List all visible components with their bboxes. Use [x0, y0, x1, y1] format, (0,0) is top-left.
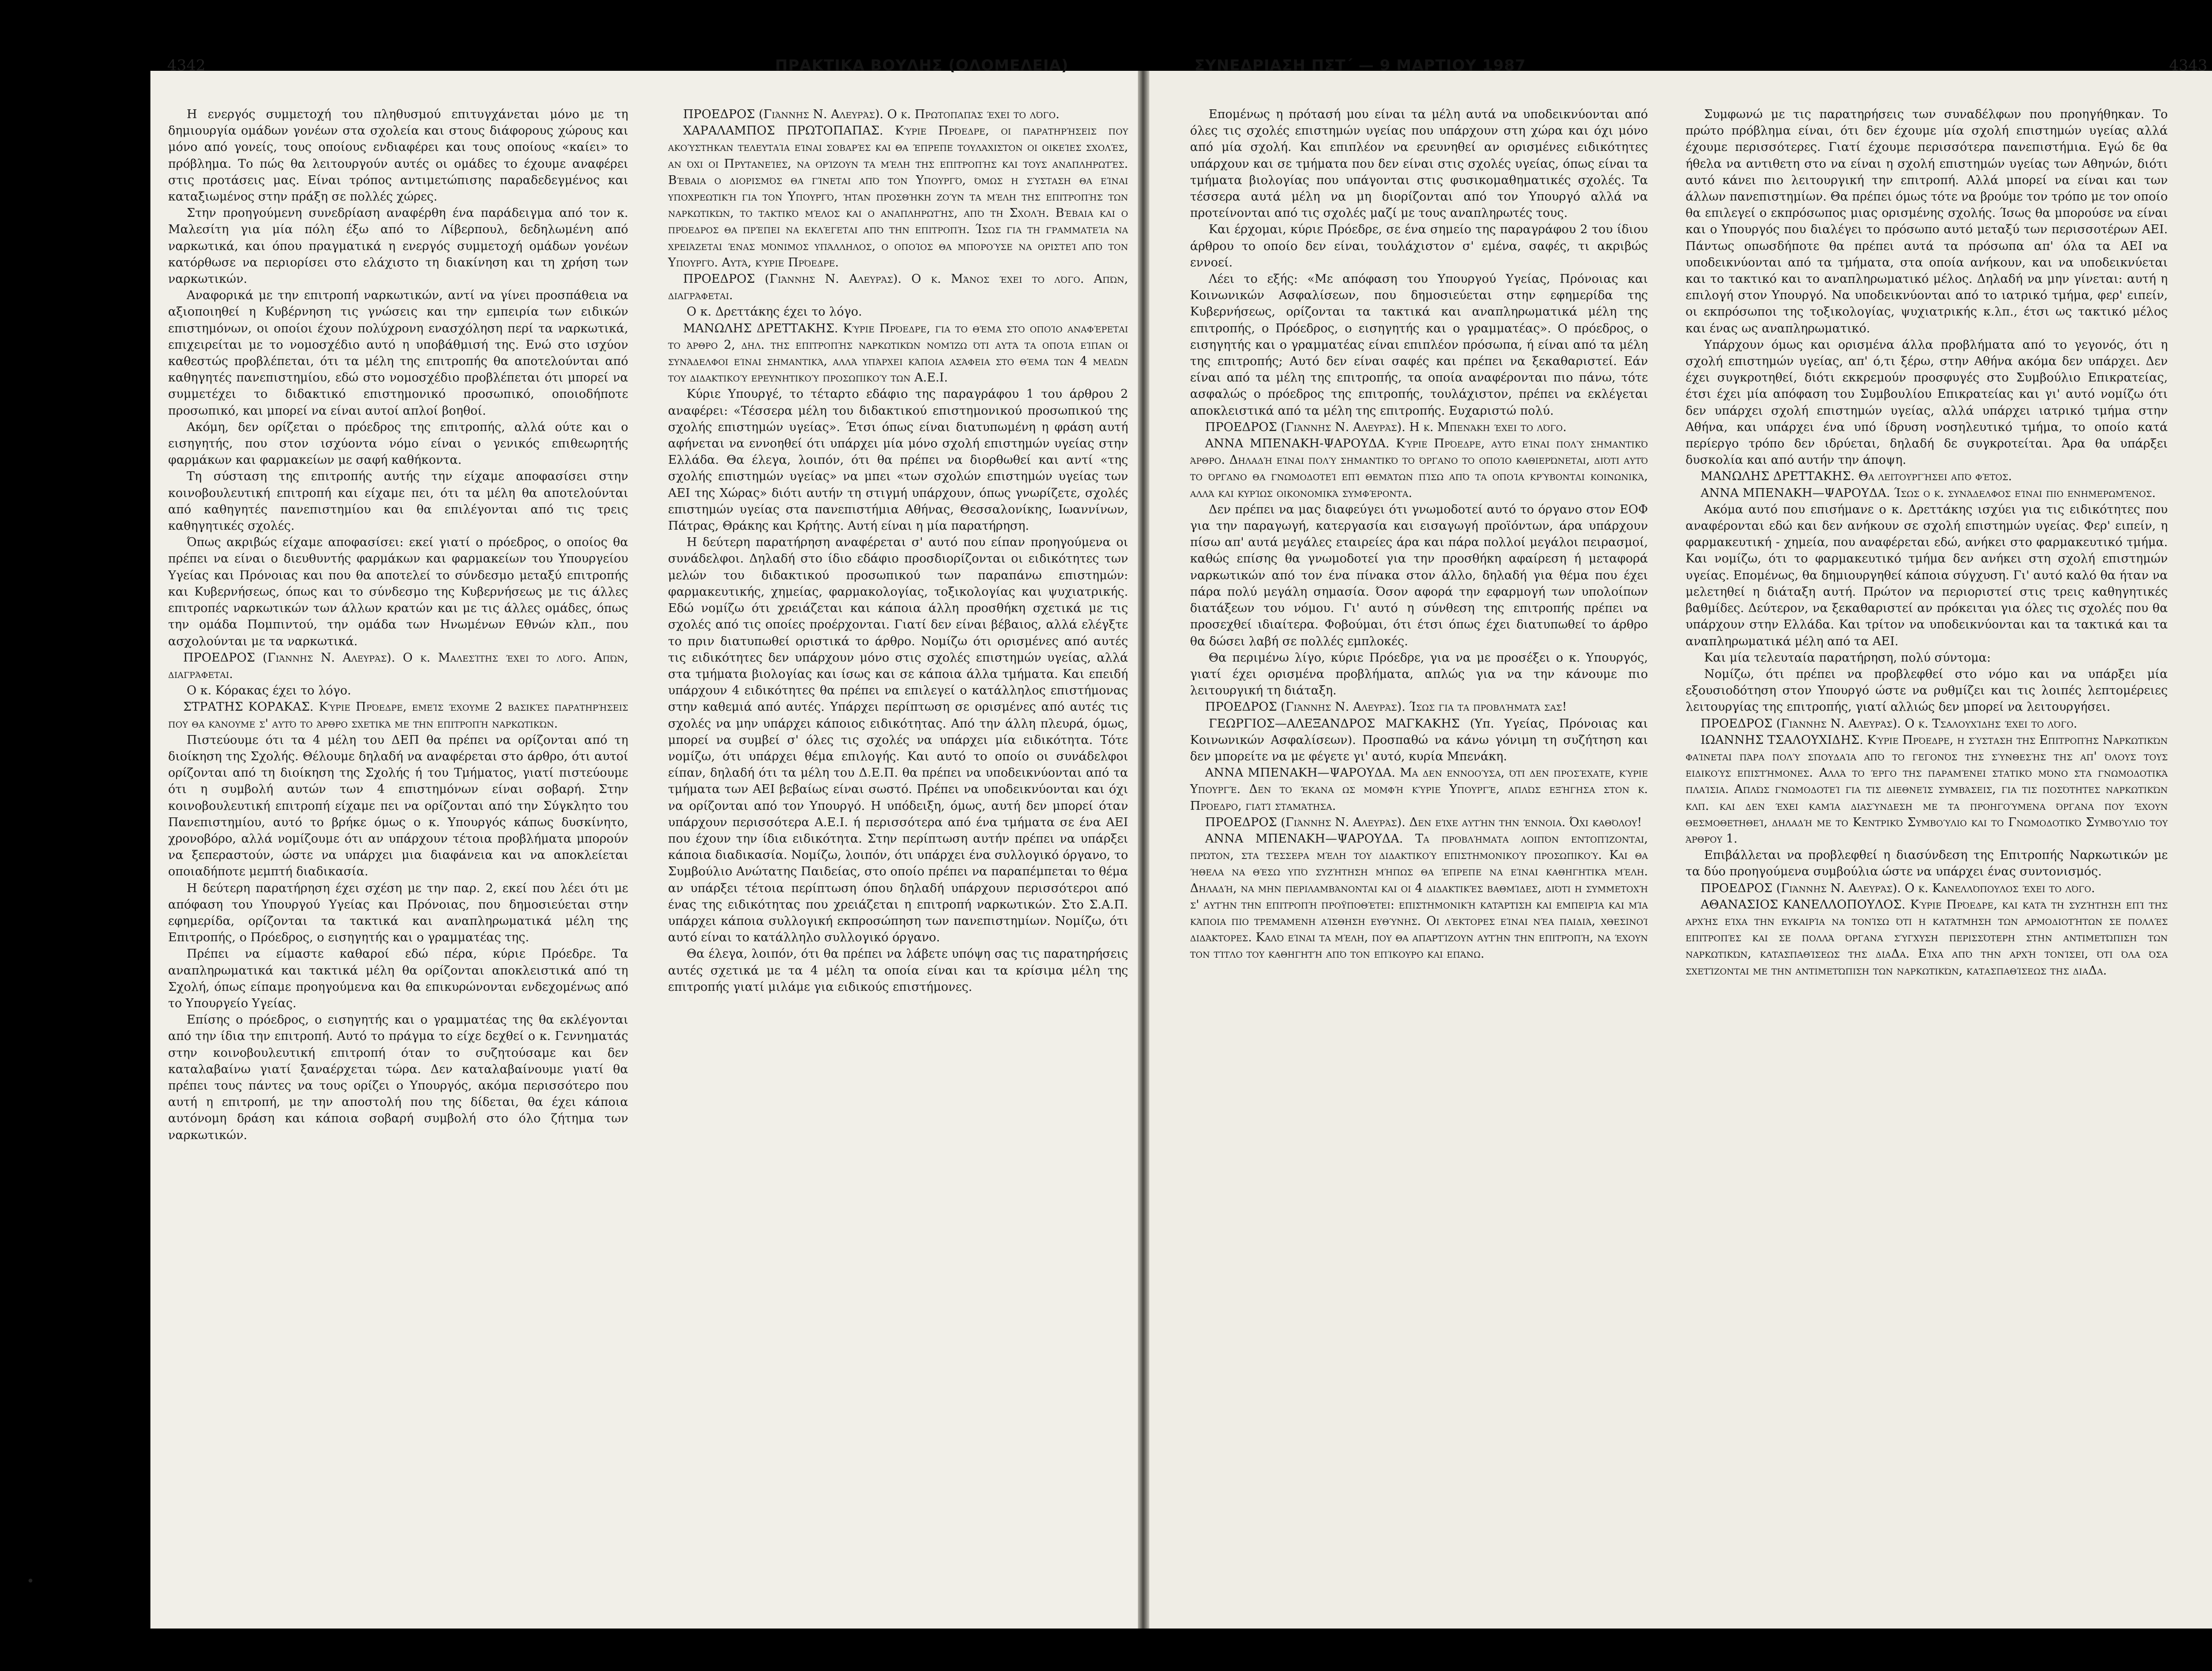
paragraph: ΜΑΝΩΛΗΣ ΔΡΕΤΤΑΚΗΣ. Κύριε Πρόεδρε, για το θέμα στο οποίο αναφέρεται το άρθρο 2, δηλ. της επιτροπής ναρκωτικών νομίζω ότι αυτά τα οποία είπαν οι συνάδελφοι είναι σημαντικά, αλλά υπάρχει κάποια ασάφεια στο θέμα των 4 μελών του διδακτικού ερευνητικού προσωπικού των Α.Ε.Ι. [668, 321, 1128, 385]
paragraph: ΠΡΟΕΔΡΟΣ (Γιάννης Ν. Αλευράς). Ο κ. Μαλεσίτης έχει το λόγο. Απών, διαγράφεται. [168, 651, 628, 681]
paragraph: ΑΝΝΑ ΜΠΕΝΑΚΗ—ΨΑΡΟΥΔΑ. Μα δεν εννοούσα, ότι δεν προσέχατε, κύριε Υπουργέ. Δεν το έκανα ως μομφή κύριε Υπουργέ, απλώς εξήγησα στον κ. Πρόεδρο, γιατί σταμάτησα. [1190, 766, 1648, 813]
paragraph: Ακόμη, δεν ορίζεται ο πρόεδρος της επιτροπής, αλλά ούτε και ο εισηγητής, που στον ισχύοντα νόμο είναι ο γενικός επιθεωρητής φαρμάκων και φαρμακείων με σαφή καθήκοντα. [168, 420, 628, 467]
paragraph: ΜΑΝΩΛΗΣ ΔΡΕΤΤΑΚΗΣ. Θα λειτουργήσει από φέτος. [1701, 470, 2012, 484]
paragraph: ΠΡΟΕΔΡΟΣ (Γιάννης Ν. Αλευράς). Ίσως για τα προβλήματά σας! [1205, 700, 1567, 714]
paragraph: ΠΡΟΕΔΡΟΣ (Γιάννης Ν. Αλευράς). Δεν είχε αυτήν την έννοια. Όχι καθόλου! [1205, 815, 1642, 829]
paragraph: ΑΘΑΝΑΣΙΟΣ ΚΑΝΕΛΛΟΠΟΥΛΟΣ. Κύριε Πρόεδρε, και κατά τη συζήτηση επί της αρχής είχα την ευκαιρία να τονίσω ότι η κατάτμηση των αρμοδιοτήτων σε πολλές επιτροπές και σε πολλά όργανα σύγχυση περισσότερη στην αντιμετώπιση των ναρκωτικών, κατασπαθίσεως της διαΔα. Είχα από την αρχή τονίσει, ότι όλα όσα σχετίζονται με την αντιμετώπιση των ναρκωτικών, κατασπαθίσεως της διαΔα. [1686, 897, 2168, 978]
left-running-header: ΠΡΑΚΤΙΚΑ ΒΟΥΛΗΣ (ΟΛΟΜΕΛΕΙΑ) [775, 57, 1069, 74]
paragraph: ΠΡΟΕΔΡΟΣ (Γιάννης Ν. Αλευράς). Ο κ. Κανελλόπουλος έχει το λόγο. [1701, 881, 2095, 895]
right-page-number: 4343 [2169, 57, 2208, 74]
paragraph: Και έρχομαι, κύριε Πρόεδρε, σε ένα σημείο της παραγράφου 2 του ίδιου άρθρου το οποίο δεν είναι, τουλάχιστον σ' εμένα, σαφές, τι ακριβώς εννοεί. [1190, 223, 1648, 270]
paragraph: Αναφορικά με την επιτροπή ναρκωτικών, αντί να γίνει προσπάθεια να αξιοποιηθεί η Κυβέρνηση τις γνώσεις και την εμπειρία των ειδικών επιστημόνων, οι οποίοι έχουν πολύχρονη ενασχόληση περί τα ναρκωτικά, επιχειρείται με το νομοσχέδιο αυτό η υποβάθμισή της. Ενώ στο ισχύον καθεστώς προβλέπεται, ότι τα μέλη της επιτροπής θα αποτελούνται από καθηγητές πανεπιστημίου, εδώ στο νομοσχέδιο προβλέπεται ότι μπορεί να συμμετέχει το διδακτικό επιστημονικό προσωπικό, οποιοδήποτε προσωπικό, και μπορεί να είναι αυτοί απλοί βοηθοί. [168, 289, 628, 418]
paragraph: Πιστεύουμε ότι τα 4 μέλη του ΔΕΠ θα πρέπει να ορίζονται από τη διοίκηση της Σχολής. Θέλουμε δηλαδή να αναφέρεται στο άρθρο, ότι αυτοί ορίζονται από τη διοίκηση της Σχολής ή του Τμήματος, γιατί πιστεύουμε ότι η συμβολή αυτών των 4 επιστημόνων είναι σοβαρή. Στην κοινοβουλευτική επιτροπή είχαμε πει να ορίζονται από την Σύγκλητο του Πανεπιστημίου, αυτό το βρήκε όμως ο κ. Υπουργός κάπως δυσκίνητο, χρονοβόρο, αλλά νομίζουμε ότι αν υπάρχουν τέτοια προβλήματα μπορούν να ξεπεραστούν, ώστε να υπάρχει μια διαφάνεια και να αποκλείεται οποιαδήποτε μεμπτή διαδικασία. [168, 733, 628, 879]
left-page-number: 4342 [167, 57, 206, 74]
paragraph: ΠΡΟΕΔΡΟΣ (Γιάννης Ν. Αλευράς). Ο κ. Πρωτοπαπάς έχει το λόγο. [683, 108, 1060, 121]
paragraph: Συμφωνώ με τις παρατηρήσεις των συναδέλφων που προηγήθηκαν. Το πρώτο πρόβλημα είναι, ότι δεν έχουμε μία σχολή επιστημών υγείας αλλά έχουμε περισσότερες. Γιατί έχουμε περισσότερα πανεπιστήμια. Εγώ δε θα ήθελα να αντιθετη στο να είναι η σχολή επιστημών υγείας των Αθηνών, διότι αυτό κάνει πιο λειτουργική την επιτροπή. Αλλά μπορεί να είναι και των άλλων πανεπιστημίων. Θα πρέπει όμως τότε να βρούμε τον τρόπο με τον οποίο θα επιλεγεί ο εκπρόσωπος μιας ορισμένης σχολής. Ίσως θα μπορούσε να είναι και ο Υπουργός που διαλέγει το πρόσωπο αυτό μεταξύ των περισσοτέρων ΑΕΙ. Πάντως οπωσδήποτε θα πρέπει αυτά τα πρόσωπα απ' όλα τα ΑΕΙ να υποδεικνύονται από τα τμήματα, στα οποία ανήκουν, και να υποδεικνύεται και το τακτικό και το αναπληρωματικό μέλος. Δηλαδή να μην γίνεται: αυτή η επιλογή στον Υπουργό. Να υποδεικνύονται από το ιατρικό τμήμα, φερ' ειπείν, οι εκπρόσωποι της τοξικολογίας, ψυχιατρικής κ.λπ., έτσι ως τακτικό μέλος και ένας ως αναπληρωματικό. [1686, 108, 2168, 335]
right-column-1 [1190, 106, 1648, 963]
left-column-2 [668, 106, 1128, 995]
paragraph: ΑΝΝΑ ΜΠΕΝΑΚΗ—ΨΑΡΟΥΔΑ. Τα προβλήματα λοιπόν εντοπίζονται, πρώτον, στα τέσσερα μέλη του διδακτικού επιστημονικού προσωπικού. Και θα ήθελα να θέσω υπό συζήτηση μήπως θα έπρεπε να είναι καθηγητικά μέλη. Δηλαδή, να μην περιλαμβάνονται και οι 4 διδακτικές βαθμίδες, διότι η συμμετοχή σ' αυτήν την επιτροπή προϋποθέτει: επιστημονική κατάρτιση και εμπειρία και μία κάποια πιο τρεμάμενη αίσθηση ευθύνης. Οι λέκτορες είναι νέα παιδιά, χθεσινοί διδάκτορες. Καλό είναι τα μέλη, που θα απαρτίζουν αυτήν την επιτροπή, να έχουν τον τίτλο του καθηγητή από τον επίκουρο και επάνω. [1190, 832, 1648, 961]
paragraph: Πρέπει να είμαστε καθαροί εδώ πέρα, κύριε Πρόεδρε. Τα αναπληρωματικά και τακτικά μέλη θα ορίζονται αποκλειστικά από τη Σχολή, όπως είπαμε προηγούμενα και θα επικυρώνονται ενδεχομένως από το Υπουργείο Υγείας. [168, 947, 628, 1010]
paragraph: Λέει το εξής: «Με απόφαση του Υπουργού Υγείας, Πρόνοιας και Κοινωνικών Ασφαλίσεων, που δημοσιεύεται στην εφημερίδα της Κυβερνήσεως, ορίζονται τα τακτικά και αναπληρωματικά μέλη της επιτροπής, ο Πρόεδρος, ο εισηγητής και ο γραμματέας». Ο πρόεδρος, ο εισηγητής και ο γραμματέας είναι επιπλέον πρόσωπα, ή είναι από τα μέλη της επιτροπής; Αυτό δεν είναι σαφές και πρέπει να ξεκαθαριστεί. Εάν είναι από τα μέλη της επιτροπής, τα οποία αναφέρονται πιο πάνω, τότε ασφαλώς ο πρόεδρος της επιτροπής, τουλάχιστον, πρέπει να εκλέγεται αποκλειστικά από τα μέλη της επιτροπής. Ευχαριστώ πολύ. [1190, 272, 1648, 418]
paragraph: Επιβάλλεται να προβλεφθεί η διασύνδεση της Επιτροπής Ναρκωτικών με τα δύο προηγούμενα συμβούλια ώστε να υπάρχει ένας συντονισμός. [1686, 848, 2168, 879]
margin-bullet: • [27, 1574, 35, 1589]
right-column-2 [1686, 106, 2168, 979]
paragraph: ΠΡΟΕΔΡΟΣ (Γιάννης Ν. Αλευράς). Ο κ. Τσαλουχίδης έχει το λόγο. [1701, 716, 2078, 731]
paragraph: Επίσης ο πρόεδρος, ο εισηγητής και ο γραμματέας της θα εκλέγονται από την ίδια την επιτροπή. Αυτό το πράγμα το είχε δεχθεί ο κ. Γεννηματάς στην κοινοβουλευτική επιτροπή όταν το συζητούσαμε και δεν καταλαβαίνω γιατί ξαναέρχεται τώρα. Δεν καταλαβαίνουμε γιατί θα πρέπει τους πάντες να τους ορίζει ο Υπουργός, ακόμα περισσότερο που αυτή η επιτροπή, με την αποστολή που της δίδεται, θα έχει κάποια αυτόνομη δράση και κάποια σοβαρή συμβολή στο όλο ζήτημα των ναρκωτικών. [168, 1013, 628, 1142]
paragraph: ΣΤΡΑΤΗΣ ΚΟΡΑΚΑΣ. Κύριε Πρόεδρε, εμείς έχουμε 2 βασικές παρατηρήσεις που θα κάνουμε σ' αυτό το άρθρο σχετικά με την επιτροπή ναρκωτικών. [168, 700, 628, 731]
paragraph: Όπως ακριβώς είχαμε αποφασίσει: εκεί γιατί ο πρόεδρος, ο οποίος θα πρέπει να είναι ο διευθυντής φαρμάκων και φαρμακείων του Υπουργείου Υγείας και Πρόνοιας και που θα αποτελεί το σύνδεσμο μεταξύ επιτροπής και Κυβερνήσεως, όπως και το σύνδεσμο της Κυβερνήσεως με τις άλλες επιτροπές ναρκωτικών των άλλων κρατών και με τις άλλες ομάδες, όπως την ομάδα Πομπιντού, την ομάδα των Ηνωμένων Εθνών κλπ., που ασχολούνται με τα ναρκωτικά. [168, 535, 628, 648]
paragraph: ΑΝΝΑ ΜΠΕΝΑΚΗ—ΨΑΡΟΥΔΑ. Ίσως ο κ. συνάδελφος είναι πιο ενημερωμένος. [1701, 486, 2156, 500]
paragraph: Ο κ. Δρεττάκης έχει το λόγο. [687, 305, 862, 319]
paragraph: ΠΡΟΕΔΡΟΣ (Γιάννης Ν. Αλευράς). Ο κ. Μάνος έχει το λόγο. Απών, διαγράφεται. [668, 272, 1128, 303]
paragraph: Τη σύσταση της επιτροπής αυτής την είχαμε αποφασίσει στην κοινοβουλευτική επιτροπή και είχαμε πει, ότι τα μέλη θα αποτελούνται από καθηγητές πανεπιστημίου και θα επιλέγονται από τις τρεις καθηγητικές σχολές. [168, 470, 628, 533]
paragraph: Κύριε Υπουργέ, το τέταρτο εδάφιο της παραγράφου 1 του άρθρου 2 αναφέρει: «Τέσσερα μέλη του διδακτικού επιστημονικού προσωπικού της σχολής επιστημών υγείας». Έτσι όπως είναι διατυπωμένη η φράση αυτή αφήνεται να εννοηθεί ότι υπάρχει μία μόνο σχολή επιστημών υγείας στην Ελλάδα. Θα έλεγα, λοιπόν, ότι θα πρέπει να διορθωθεί και αντί «της σχολής επιστημών υγείας» να μπει «των σχολών επιστημών υγείας των ΑΕΙ της Χώρας» διότι αυτήν τη στιγμή υπάρχουν, όπως γνωρίζετε, σχολές επιστημών υγείας στα πανεπιστήμια Αθήνας, Θεσσαλονίκης, Ιωαννίνων, Πάτρας, Θράκης και Κρήτης. Αυτή είναι η μία παρατήρηση. [668, 387, 1128, 533]
paragraph: Δεν πρέπει να μας διαφεύγει ότι γνωμοδοτεί αυτό το όργανο στον ΕΟΦ για την παραγωγή, κατεργασία και εισαγωγή προϊόντων, άρα υπάρχουν πίσω απ' αυτά μεγάλες εταιρείες άρα και πάρα πολλοί μεγάλοι πειρασμοί, καθώς επίσης θα γνωμοδοτεί για την προσθήκη αφαίρεση ή μεταφορά ναρκωτικών από τον ένα πίνακα στον άλλο, δηλαδή για θέμα που έχει πάρα πολύ μεγάλη σημασία. Όσον αφορά την εφαρμογή των υπολοίπων διατάξεων του νόμου. Γι' αυτό η σύνθεση της επιτροπής πρέπει να προσεχθεί ιδιαίτερα. Φοβούμαι, ότι έτσι όπως έχει διατυπωθεί το άρθρο θα δώσει λαβή σε πολλές εμπλοκές. [1190, 502, 1648, 648]
paragraph: Στην προηγούμενη συνεδρίαση αναφέρθη ένα παράδειγμα από τον κ. Μαλεσίτη για μία πόλη έξω από το Λίβερπουλ, δεδηλωμένη από ναρκωτικά, και όπου πραγματικά η ενεργός συμμετοχή ομάδων γονέων κατόρθωσε να περιορίσει στο ελάχιστο τη διακίνηση και τη χρήση των ναρκωτικών. [168, 206, 628, 286]
book-gutter [1138, 71, 1149, 1629]
paragraph: Η δεύτερη παρατήρηση αναφέρεται σ' αυτό που είπαν προηγούμενα οι συνάδελφοι. Δηλαδή στο ίδιο εδάφιο προσδιορίζονται οι ειδικότητες των μελών του διδακτικού προσωπικού των παραπάνω επιστημών: φαρμακευτικής, χημείας, φαρμακολογίας, τοξικολογίας και ψυχιατρικής. Εδώ νομίζω ότι χρειάζεται και κάποια άλλη προσθήκη σχετικά με τις σχολές από τις οποίες προέρχονται. Γιατί δεν είναι βέβαιος, αλλά ελέγξτε το πριν διατυπωθεί οριστικά το άρθρο. Νομίζω ότι ορισμένες από αυτές τις ειδικότητες δεν υπάρχουν μόνο στις σχολές επιστημών υγείας, αλλά στα τμήματα βιολογίας και ίσως και σε κάποια άλλα τμήματα. Και επειδή υπάρχουν 4 ειδικότητες θα πρέπει να επιλεγεί ο κατάλληλος επιστήμονας στην καθεμιά από αυτές. Υπάρχει περίπτωση σε ορισμένες από αυτές τις σχολές να μην υπάρχει κάποιος ειδικότητας. Από την άλλη πλευρά, όμως, μπορεί να συμβεί σ' όλες τις σχολές να υπάρχει μία ειδικότητα. Τότε νομίζω, ότι υπάρχει θέμα επιλογής. Και αυτό το οποίο οι συνάδελφοι είπαν, δηλαδή ότι τα μέλη του Δ.Ε.Π. θα πρέπει να υποδεικνύονται από τα τμήματα των ΑΕΙ βεβαίως είναι σωστό. Πρέπει να υποδεικνύονται και όχι να ορίζονται από τον Υπουργό. Η υπόδειξη, όμως, αυτή δεν μπορεί όταν υπάρχουν περισσότερα Α.Ε.Ι. ή περισσότερα από ένα τμήματα σε ένα ΑΕΙ που έχουν την ίδια ειδικότητα. Στην περίπτωση αυτήν πρέπει να υπάρξει κάποια διαδικασία. Νομίζω, λοιπόν, ότι υπάρχει ένα συλλογικό όργανο, το Συμβούλιο Ανώτατης Παιδείας, στο οποίο πρέπει να παραπέμπεται το θέμα αν υπάρξει τέτοια περίπτωση όπου δηλαδή υπάρχουν περισσότεροι από ένας της ειδικότητας που χρειάζεται η επιτροπή ναρκωτικών. Στο Σ.Α.Π. υπάρχει κάποια συλλογική εκπροσώπηση των πανεπιστημίων. Νομίζω, ότι αυτό είναι το κατάλληλο συλλογικό όργανο. [668, 535, 1128, 945]
left-column-1 [168, 106, 628, 1144]
paragraph: ΓΕΩΡΓΙΟΣ—ΑΛΕΞΑΝΔΡΟΣ ΜΑΓΚΑΚΗΣ (Υπ. Υγείας, Πρόνοιας και Κοινωνικών Ασφαλίσεων). Προσπαθώ να κάνω γόνιμη τη συζήτηση και δεν μπορείτε να με φέγετε γι' αυτό, κυρία Μπενάκη. [1190, 716, 1648, 763]
paragraph: Επομένως η πρότασή μου είναι τα μέλη αυτά να υποδεικνύονται από όλες τις σχολές επιστημών υγείας που υπάρχουν στη χώρα και όχι μόνο από μία σχολή. Και επιπλέον να ερευνηθεί αν ορισμένες ειδικότητες υπάρχουν και σε τμήματα που δεν είναι στις σχολές υγείας, όπως είναι τα τμήματα βιολογίας που υπάγονται στις φυσικομαθηματικές σχολές. Τα τέσσερα αυτά μέλη να μη διορίζονται από τον Υπουργό αλλά να προτείνονται από τις σχολές μαζί με τους αναπληρωτές τους. [1190, 108, 1648, 220]
paragraph: Ο κ. Κόρακας έχει το λόγο. [187, 684, 351, 698]
paragraph: Υπάρχουν όμως και ορισμένα άλλα προβλήματα από το γεγονός, ότι η σχολή επιστημών υγείας, απ' ό,τι ξέρω, στην Αθήνα ακόμα δεν υπάρχει. Δεν έχει συγκροτηθεί, διότι εκκρεμούν προσφυγές στο Συμβούλιο Επικρατείας, έτσι έχει μία απόφαση του Συμβουλίου Επικρατείας και γι' αυτό νομίζω ότι δεν υπάρχει σχολή επιστημών υγείας, αλλά υπάρχει ιατρικό τμήμα στην Αθήνα, και υπάρχει ένα υπό ίδρυση νοσηλευτικό τμήμα, το οποίο κατά περίεργο τρόπο δεν ιδρύεται, δηλαδή δε συγκροτείται. Άρα θα υπάρξει δυσκολία και από αυτήν την άποψη. [1686, 338, 2168, 467]
paragraph: Ακόμα αυτό που επισήμανε ο κ. Δρεττάκης ισχύει για τις ειδικότητες που αναφέρονται εδώ και δεν ανήκουν σε σχολή επιστημών υγείας. Φερ' ειπείν, η φαρμακευτική - χημεία, που αναφέρεται εδώ, ανήκει στο φαρμακευτικό τμήμα. Και νομίζω, ότι το φαρμακευτικό τμήμα δεν ανήκει στη σχολή επιστημών υγείας. Επομένως, θα δημιουργηθεί κάποια σύγχυση. Γι' αυτό καλό θα ήταν να μελετηθεί η διάταξη αυτή. Πρώτον να περιοριστεί στις τρεις καθηγητικές βαθμίδες. Δεύτερον, να ξεκαθαριστεί αν πρόκειται για όλες τις σχολές που θα υπάρχουν στην Ελλάδα. Και τρίτον να υποδεικνύονται και τα τακτικά και τα αναπληρωματικά μέλη από τα ΑΕΙ. [1686, 502, 2168, 648]
paragraph: Θα περιμένω λίγο, κύριε Πρόεδρε, για να με προσέξει ο κ. Υπουργός, γιατί έχει ορισμένα προβλήματα, απλώς για να την κάνουμε πιο λειτουργική τη διάταξη. [1190, 651, 1648, 698]
paragraph: Νομίζω, ότι πρέπει να προβλεφθεί στο νόμο και να υπάρξει μία εξουσιοδότηση στον Υπουργό ώστε να ρυθμίζει και τις λοιπές λεπτομέρειες λειτουργίας της επιτροπής, γιατί αλλιώς δεν μπορεί να λειτουργήσει. [1686, 667, 2168, 714]
paragraph: Και μία τελευταία παρατήρηση, πολύ σύντομα: [1704, 651, 1991, 665]
paragraph: ΙΩΑΝΝΗΣ ΤΣΑΛΟΥΧΙΔΗΣ. Κύριε Πρόεδρε, η σύσταση της Επιτροπής Ναρκωτικών φαίνεται πάρα πολύ σπουδαία από το γεγονός της σύνθεσής της απ' όλους τους ειδικούς επιστήμονες. Αλλά το έργο της παραμένει στατικό μόνο στα γνωμοδοτικά πλαίσια. Απλώς γνωμοδοτεί για τις διεθνείς συμβάσεις, για τις ποσότητες ναρκωτικών κλπ. και δεν έχει καμία διασύνδεση με τα προηγούμενα όργανα που έχουν θεσμοθετηθεί, δηλαδή με το Κεντρικό Συμβούλιο και το Γνωμοδοτικό Συμβούλιο του άρθρου 1. [1686, 733, 2168, 846]
paragraph: Θα έλεγα, λοιπόν, ότι θα πρέπει να λάβετε υπόψη σας τις παρατηρήσεις αυτές σχετικά με τα 4 μέλη τα οποία είναι και τα κρίσιμα μέλη της επιτροπής γιατί μιλάμε για ειδικούς επιστήμονες. [668, 947, 1128, 994]
paragraph: ΠΡΟΕΔΡΟΣ (Γιάννης Ν. Αλευράς). Η κ. Μπενάκη έχει το λόγο. [1205, 420, 1567, 434]
paragraph: ΧΑΡΑΛΑΜΠΟΣ ΠΡΩΤΟΠΑΠΑΣ. Κύριε Πρόεδρε, οι παρατηρήσεις που ακούστηκαν τελευταία είναι σοβαρές και θα έπρεπε τουλάχιστον οι οικείες σχολές, αν όχι οι Πρυτανείες, να ορίζουν τα μέλη της επιτροπής και τους αναπληρωτές. Βέβαια ο διορισμός θα γίνεται από τον Υπουργό, όμως η σύσταση θα είναι υποχρεωτική για τον Υπουργό, ήταν προσθήκη ζούν τα μέλη της επιτροπής των ναρκωτικών, το τακτικό μέλος και ο αναπληρωτής, από τη Σχολή. Βέβαια και ο πρόεδρος θα πρέπει να εκλέγεται από την επιτροπή. Ίσως για τη γραμματεία να χρειάζεται ένας μόνιμος υπάλληλος, ο οποίος θα μπορούσε να οριστεί από τον Υπουργό. Αυτά, κύριε Πρόεδρε. [668, 124, 1128, 270]
paragraph: ΑΝΝΑ ΜΠΕΝΑΚΗ-ΨΑΡΟΥΔΑ. Κύριε Πρόεδρε, αυτό είναι πολύ σημαντικό άρθρο. Δηλαδή είναι πολύ σημαντικό το όργανο το οποίο καθιερώνεται, διότι αυτό το όργανο θα γνωμοδοτεί επί θεμάτων πίσω από τα οποία κρύβονται κοινωνικά, αλλά και κυρίως οικονομικά συμφέροντα. [1190, 437, 1648, 500]
paragraph: Η ενεργός συμμετοχή του πληθυσμού επιτυγχάνεται μόνο με τη δημιουργία ομάδων γονέων στα σχολεία και στους διάφορους χώρους και μόνο από γονείς, τους οποίους ενδιαφέρει και τους οποίους «καίει» το πρόβλημα. Το πώς θα λειτουργούν αυτές οι ομάδες το έχουμε αναφέρει στις προτάσεις μας. Είναι τρόπος αντιμετώπισης παραδεδεγμένος και καταξιωμένος στην πράξη σε πολλές χώρες. [168, 108, 628, 204]
right-running-header: ΣΥΝΕΔΡΙΑΣΗ ΠΣΤ΄ — 9 ΜΑΡΤΙΟΥ 1987 [1194, 57, 1526, 74]
paragraph: Η δεύτερη παρατήρηση έχει σχέση με την παρ. 2, εκεί που λέει ότι με απόφαση του Υπουργού Υγείας και Πρόνοιας, που δημοσιεύεται στην εφημερίδα, ορίζονται τα τακτικά και αναπληρωματικά μέλη της Επιτροπής, ο Πρόεδρος, ο εισηγητής και ο γραμματέας της. [168, 881, 628, 945]
